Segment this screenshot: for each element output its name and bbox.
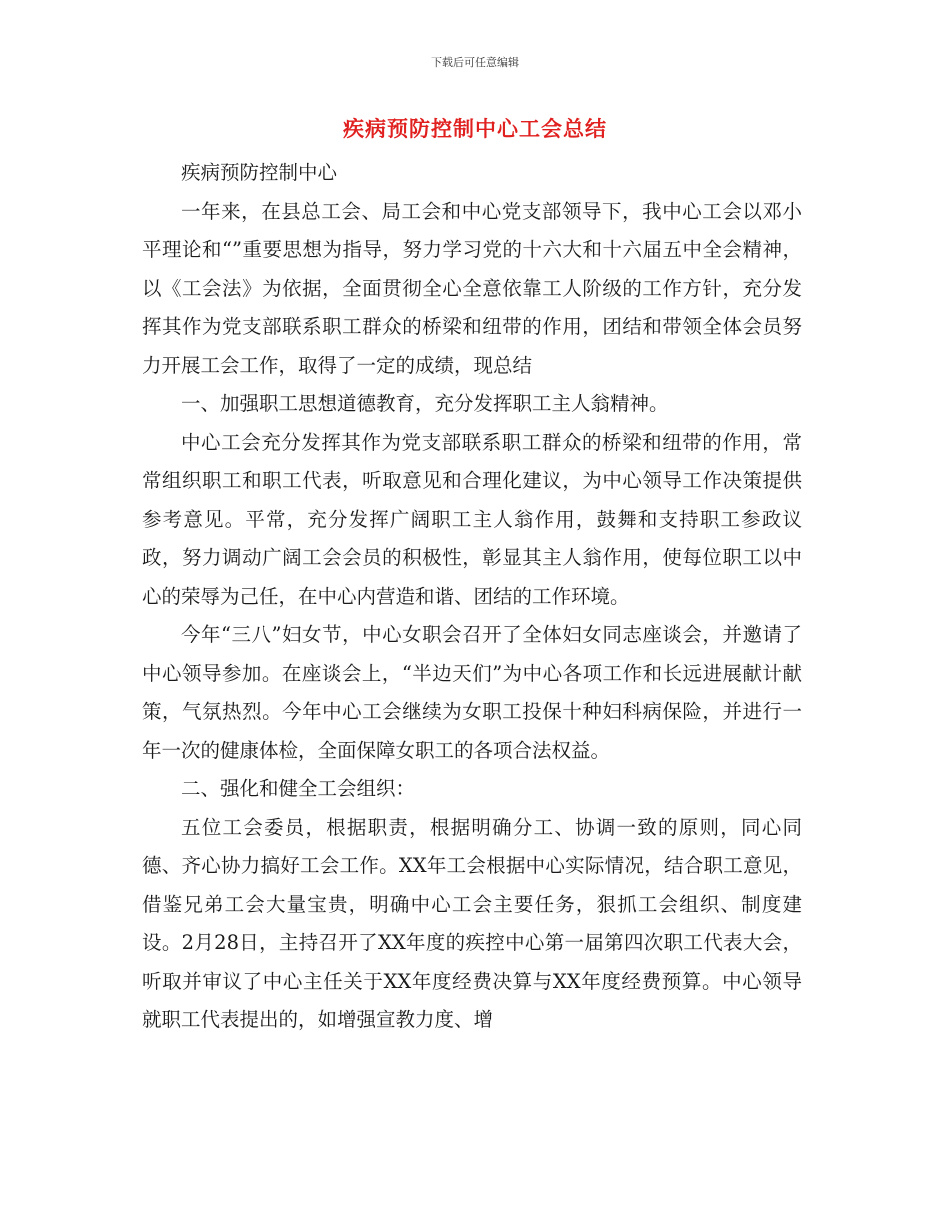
- document-title: 疾病预防控制中心工会总结: [343, 117, 607, 141]
- paragraph-org: 疾病预防控制中心: [181, 161, 338, 184]
- paragraph-womens-day: 今年“三八”妇女节，中心女职会召开了全体妇女同志座谈会，并邀请了中心领导参加。在座谈会上，“半边天们”为中心各项工作和长远进展献计献策，气氛热烈。今年中心工会继续为女职工投保十种妇科病保险，并进行一年一次的健康体检，全面保障女职工的各项合法权益。: [142, 623, 802, 762]
- document-body: [142, 154, 802, 1040]
- section-heading-2: 二、强化和健全工会组织：: [181, 777, 416, 800]
- paragraph-section-2: 五位工会委员，根据职责，根据明确分工、协调一致的原则，同心同德、齐心协力搞好工会工作。XX年工会根据中心实际情况，结合职工意见，借鉴兄弟工会大量宝贵，明确中心工会主要任务，狠抓工会组织、制度建设。2月28日，主持召开了XX年度的疾控中心第一届第四次职工代表大会，听取并审议了中心主任关于XX年度经费决算与XX年度经费预算。中心领导就职工代表提出的，如增强宣教力度、增: [142, 815, 802, 1031]
- paragraph-intro: 一年来，在县总工会、局工会和中心党支部领导下，我中心工会以邓小平理论和“”重要思想为指导，努力学习党的十六大和十六届五中全会精神，以《工会法》为依据，全面贯彻全心全意依靠工人阶级的工作方针，充分发挥其作为党支部联系职工群众的桥梁和纽带的作用，团结和带领全体会员努力开展工会工作，取得了一定的成绩，现总结: [142, 199, 802, 377]
- paragraph-section-1: 中心工会充分发挥其作为党支部联系职工群众的桥梁和纽带的作用，常常组织职工和职工代表，听取意见和合理化建议，为中心领导工作决策提供参考意见。平常，充分发挥广阔职工主人翁作用，鼓舞和支持职工参政议政，努力调动广阔工会会员的积极性，彰显其主人翁作用，使每位职工以中心的荣辱为己任，在中心内营造和谐、团结的工作环境。: [142, 430, 802, 608]
- section-heading-1: 一、加强职工思想道德教育，充分发挥职工主人翁精神。: [181, 392, 669, 415]
- header-note: 下载后可任意编辑: [431, 56, 519, 69]
